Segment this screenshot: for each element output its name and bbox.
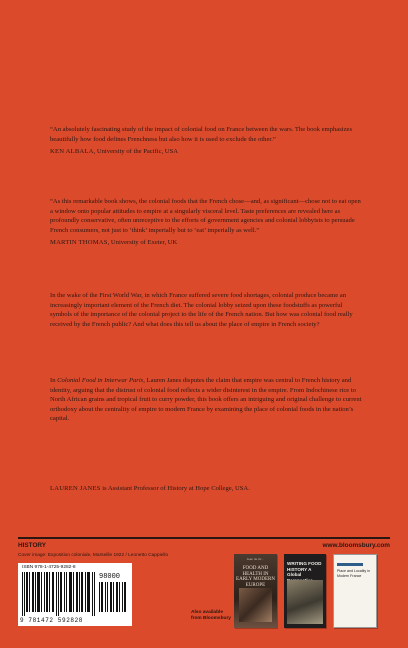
barcode-panel	[18, 563, 132, 626]
quote-author: KEN ALBALA	[50, 148, 94, 156]
footer-divider	[18, 537, 390, 539]
subject-category: HISTORY	[18, 541, 47, 549]
author-bio	[50, 484, 362, 494]
quote-attribution	[50, 147, 362, 157]
cover-image-credit: Cover image: Exposition coloniale, Marseille 1922 / Leonetto Cappiello	[18, 553, 169, 558]
paragraph-rest: , Lauren Janes disputes the claim that empire was central to French history and identity, arguing that the distrust of colonial food reflects a wider disinterest in the empire. From Indochinese rice to North African grains and tropical fruit to curry powder, this book offers an intriguing and original challenge to current orthodoxy about the centrality of empire to modern France by examining the place of colonial foods in the nation’s capital.	[50, 377, 362, 423]
paragraph-text	[50, 376, 362, 424]
quote-attribution	[50, 238, 362, 248]
barcode-digits: 9 781472 592828	[20, 617, 84, 624]
price-barcode-icon	[99, 582, 127, 612]
publisher-website-link[interactable]: www.bloomsbury.com	[322, 541, 390, 549]
book-cover-accent-bar	[337, 563, 363, 566]
book-title-italic: Colonial Food in Interwar Paris	[57, 377, 144, 384]
related-book-cover-2[interactable]	[284, 554, 326, 628]
quote-text: “An absolutely fascinating study of the impact of colonial food on France between the wars. The book emphasizes beautifully how food defines Frenchness but also how it is used to exclude the other.”	[50, 126, 353, 143]
also-available-line-1: Also available	[191, 610, 223, 615]
author-bio-text	[50, 484, 362, 494]
description-paragraph-1	[50, 291, 362, 329]
author-name: LAUREN JANES	[50, 485, 101, 492]
price-code: 98000	[99, 573, 121, 581]
paragraph-prefix: In	[50, 377, 58, 384]
related-book-title: FOOD AND HEALTH IN EARLY MODERN EUROPE	[236, 566, 275, 588]
related-book-cover-1[interactable]	[234, 554, 277, 628]
quote-martin-thomas	[50, 197, 362, 248]
also-available-label	[191, 610, 231, 622]
book-cover-artwork	[287, 580, 323, 624]
footer-row	[18, 540, 390, 550]
book-cover-artwork	[239, 588, 272, 622]
also-available-line-2: from Bloomsbury	[191, 616, 231, 621]
barcode-icon	[22, 572, 96, 616]
author-bio-rest: is Assistant Professor of History at Hope College, USA.	[100, 485, 250, 492]
quote-ken-albala	[50, 125, 362, 157]
quote-affiliation: , University of the Pacific, USA	[93, 148, 178, 156]
paragraph-text: In the wake of the First World War, in which France suffered severe food shortages, colonial produce became an increasingly important element of the French diet. The colonial lobby seized upon these foodstuffs as powerful symbols of the importance of the colonial project to the life of the French nation. But how was colonial food really received by the French public? And what does this tell us about the place of empire in French society?	[50, 292, 353, 328]
related-book-cover-3[interactable]	[333, 554, 377, 628]
isbn-label: ISBN 978-1-4725-9282-8	[22, 565, 76, 570]
description-paragraph-2	[50, 376, 362, 424]
related-book-author: Jean de Gr…	[246, 557, 265, 561]
quote-affiliation: , University of Exeter, UK	[107, 239, 178, 247]
quote-text: “As this remarkable book shows, the colonial foods that the French chose—and, as significant—chose not to eat open a window onto popular attitudes to empire at a singularly visceral level. Taste preferences are revealed here as profoundly conservative, often unreceptive to the efforts of government agencies and colonial lobbyists to persuade French consumers, not just to ‘think’ imperially but to ‘eat’ imperially as well.”	[50, 198, 361, 234]
related-book-title: WRITING FOOD HISTORY A Global	[287, 561, 322, 577]
quote-author: MARTIN THOMAS	[50, 239, 108, 247]
related-book-title: Place and Locality in Modern France	[337, 569, 370, 578]
